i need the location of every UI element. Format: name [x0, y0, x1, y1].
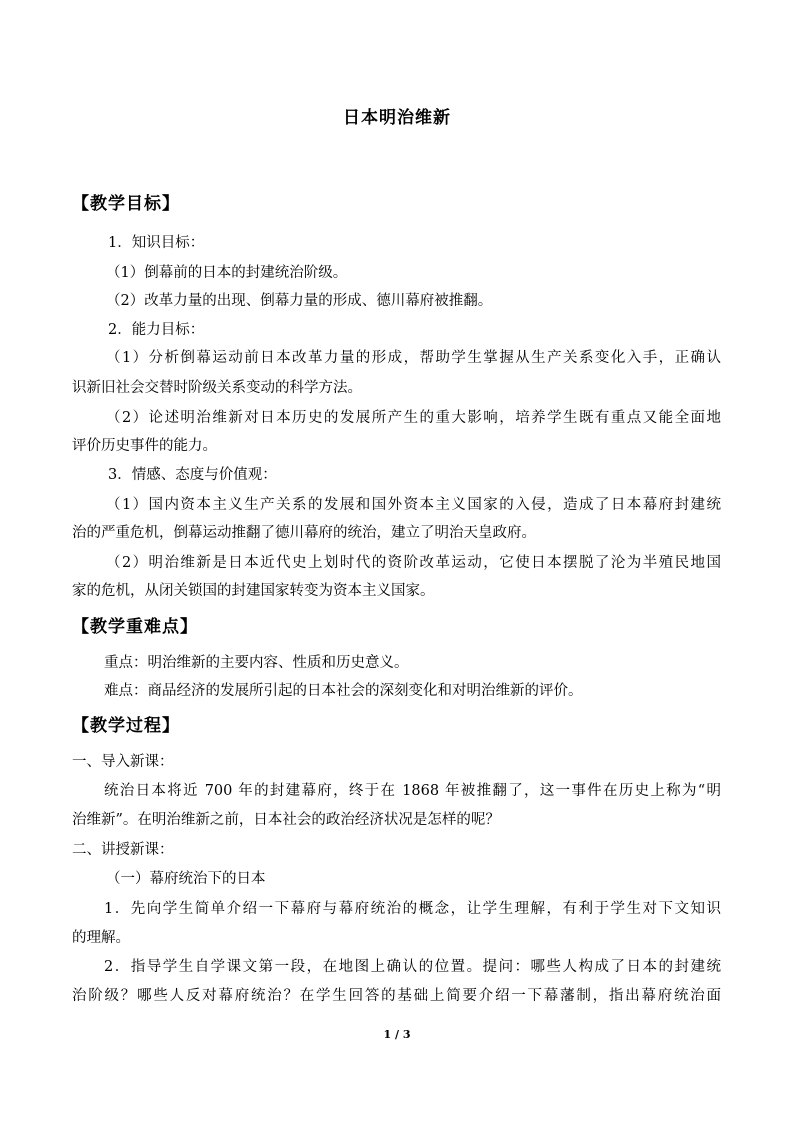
intro-heading: 一、导入新课： — [72, 754, 174, 770]
knowledge-goal-item-2: （2）改革力量的出现、倒幕力量的形成、德川幕府被推翻。 — [106, 293, 493, 309]
teach-heading: 二、讲授新课： — [72, 842, 174, 858]
page-number: 1 / 3 — [383, 1028, 411, 1041]
knowledge-goal-item-1: （1）倒幕前的日本的封建统治阶级。 — [106, 265, 348, 281]
ability-goal-item-1-line-2: 识新旧社会交替时阶级关系变动的科学方法。 — [72, 380, 362, 396]
ability-goal-heading: 2．能力目标： — [108, 322, 205, 338]
step-2-line-1: 2．指导学生自学课文第一段，在地图上确认的位置。提问：哪些人构成了日本的封建统 — [104, 959, 721, 975]
emotion-goal-item-2-line-1: （2）明治维新是日本近代史上划时代的资阶改革运动，它使日本摆脱了沦为半殖民地国 — [106, 555, 721, 571]
emotion-goal-item-2-line-2: 家的危机，从闭关锁国的封建国家转变为资本主义国家。 — [72, 583, 435, 599]
key-point-difficulty: 难点：商品经济的发展所引起的日本社会的深刻变化和对明治维新的评价。 — [104, 683, 583, 699]
section-heading-key-points: 【教学重难点】 — [72, 617, 198, 637]
intro-paragraph-line-2: 治维新”。在明治维新之前，日本社会的政治经济状况是怎样的呢？ — [72, 812, 500, 828]
step-1-line-1: 1．先向学生简单介绍一下幕府与幕府统治的概念，让学生理解，有利于学生对下文知识 — [104, 901, 721, 917]
emotion-goal-heading: 3．情感、态度与价值观： — [108, 467, 277, 483]
knowledge-goal-heading: 1．知识目标： — [108, 235, 205, 251]
subsection-heading-1: （一）幕府统治下的日本 — [106, 871, 266, 887]
ability-goal-item-2-line-1: （2）论述明治维新对日本历史的发展所产生的重大影响，培养学生既有重点又能全面地 — [106, 410, 721, 426]
step-1-line-2: 的理解。 — [72, 930, 130, 946]
page-title: 日本明治维新 — [343, 108, 451, 128]
ability-goal-item-1-line-1: （1）分析倒幕运动前日本改革力量的形成，帮助学生掌握从生产关系变化入手，正确认 — [106, 350, 721, 366]
key-point-focus: 重点：明治维新的主要内容、性质和历史意义。 — [104, 655, 409, 671]
step-2-line-2: 治阶级？哪些人反对幕府统治？在学生回答的基础上简要介绍一下幕藩制，指出幕府统治面 — [72, 988, 721, 1004]
emotion-goal-item-1-line-1: （1）国内资本主义生产关系的发展和国外资本主义国家的入侵，造成了日本幕府封建统 — [106, 497, 721, 513]
section-heading-teaching-process: 【教学过程】 — [72, 716, 180, 736]
emotion-goal-item-1-line-2: 治的严重危机，倒幕运动推翻了德川幕府的统治，建立了明治天皇政府。 — [72, 525, 536, 541]
ability-goal-item-2-line-2: 评价历史事件的能力。 — [72, 438, 217, 454]
section-heading-teaching-goals: 【教学目标】 — [72, 194, 180, 214]
intro-paragraph-line-1: 统治日本将近 700 年的封建幕府，终于在 1868 年被推翻了，这一事件在历史上称为“明 — [104, 783, 721, 799]
